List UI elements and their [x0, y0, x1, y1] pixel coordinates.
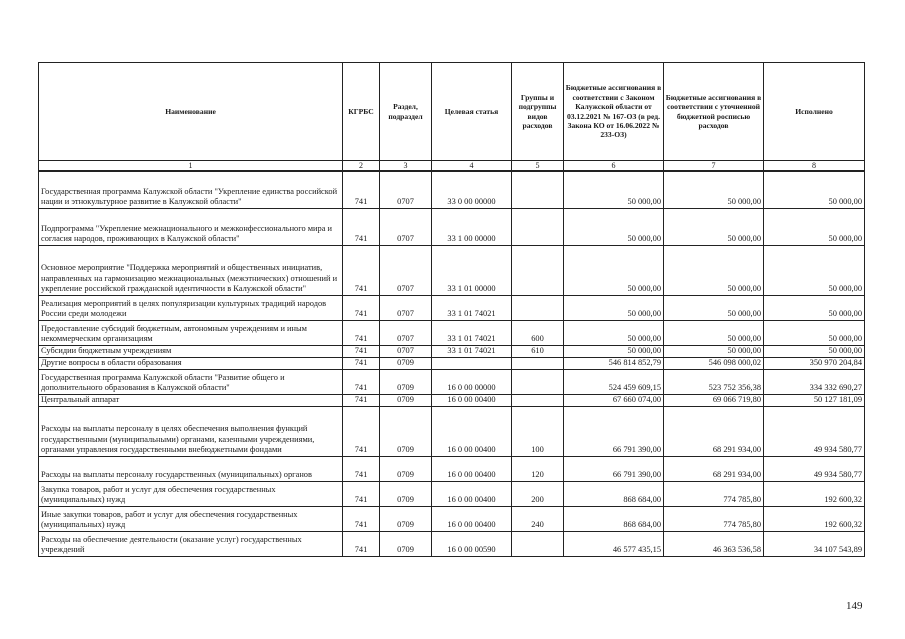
row-target-article: 16 0 00 00400 — [432, 481, 512, 506]
row-razdel: 0709 — [380, 394, 432, 406]
row-expense-group — [512, 295, 564, 320]
row-target-article: 33 1 01 74021 — [432, 320, 512, 345]
row-assignments-plan: 46 363 536,58 — [664, 531, 764, 556]
row-kgrbs: 741 — [343, 345, 380, 357]
row-kgrbs: 741 — [343, 245, 380, 295]
row-assignments-plan: 774 785,80 — [664, 506, 764, 531]
row-razdel: 0707 — [380, 208, 432, 245]
header-assignments-law: Бюджетные ассигнования в соответствии с Законом Калужской области от 03.12.2021 № 167-ОЗ (в ред. Закона КО от 16.06.2022 № 233-ОЗ) — [564, 63, 664, 161]
row-assignments-law: 50 000,00 — [564, 295, 664, 320]
row-executed: 50 000,00 — [764, 208, 865, 245]
row-assignments-law: 50 000,00 — [564, 345, 664, 357]
row-assignments-law: 868 684,00 — [564, 481, 664, 506]
row-kgrbs: 741 — [343, 357, 380, 369]
row-assignments-law: 868 684,00 — [564, 506, 664, 531]
row-name: Расходы на выплаты персоналу государственных (муниципальных) органов — [39, 456, 343, 481]
page-number: 149 — [846, 600, 863, 612]
row-assignments-law: 50 000,00 — [564, 171, 664, 208]
column-number: 4 — [432, 161, 512, 172]
row-razdel: 0707 — [380, 320, 432, 345]
header-razdel: Раздел, подраздел — [380, 63, 432, 161]
row-assignments-plan: 50 000,00 — [664, 345, 764, 357]
row-assignments-plan: 68 291 934,00 — [664, 456, 764, 481]
table-row — [39, 531, 865, 556]
row-name: Государственная программа Калужской области "Развитие общего и дополнительного образования в Калужской области" — [39, 369, 343, 394]
row-expense-group: 200 — [512, 481, 564, 506]
column-number: 3 — [380, 161, 432, 172]
row-kgrbs: 741 — [343, 369, 380, 394]
table-body — [39, 171, 865, 556]
budget-table-container — [38, 62, 864, 557]
row-executed: 334 332 690,27 — [764, 369, 865, 394]
row-executed: 34 107 543,89 — [764, 531, 865, 556]
row-name: Расходы на выплаты персоналу в целях обеспечения выполнения функций государственными (муниципальными) органами, казенными учреждениями, органами управления государственными внебюджетными фондами — [39, 406, 343, 456]
column-number: 2 — [343, 161, 380, 172]
table-row — [39, 369, 865, 394]
row-executed: 49 934 580,77 — [764, 456, 865, 481]
row-target-article — [432, 357, 512, 369]
row-kgrbs: 741 — [343, 406, 380, 456]
row-razdel: 0709 — [380, 531, 432, 556]
row-name: Иные закупки товаров, работ и услуг для обеспечения государственных (муниципальных) нужд — [39, 506, 343, 531]
table-row — [39, 506, 865, 531]
row-expense-group — [512, 394, 564, 406]
header-executed: Исполнено — [764, 63, 865, 161]
table-row — [39, 345, 865, 357]
row-expense-group — [512, 357, 564, 369]
header-assignments-plan: Бюджетные ассигнования в соответствии с уточненной бюджетной росписью расходов — [664, 63, 764, 161]
row-assignments-law: 66 791 390,00 — [564, 406, 664, 456]
table-row — [39, 245, 865, 295]
row-name: Предоставление субсидий бюджетным, автономным учреждениям и иным некоммерческим организациям — [39, 320, 343, 345]
column-number: 8 — [764, 161, 865, 172]
budget-execution-table — [38, 62, 865, 557]
row-razdel: 0707 — [380, 245, 432, 295]
row-name: Закупка товаров, работ и услуг для обеспечения государственных (муниципальных) нужд — [39, 481, 343, 506]
row-assignments-law: 66 791 390,00 — [564, 456, 664, 481]
table-row — [39, 357, 865, 369]
row-name: Основное мероприятие "Поддержка мероприятий и общественных инициатив, направленных на гармонизацию межнациональных (межэтнических) отношений и укрепление российской гражданской идентичности в Калужской области" — [39, 245, 343, 295]
row-expense-group: 600 — [512, 320, 564, 345]
row-name: Субсидии бюджетным учреждениям — [39, 345, 343, 357]
row-target-article: 16 0 00 00590 — [432, 531, 512, 556]
row-expense-group: 610 — [512, 345, 564, 357]
table-row — [39, 320, 865, 345]
row-razdel: 0707 — [380, 171, 432, 208]
row-razdel: 0709 — [380, 506, 432, 531]
row-kgrbs: 741 — [343, 320, 380, 345]
row-assignments-law: 50 000,00 — [564, 320, 664, 345]
header-name: Наименование — [39, 63, 343, 161]
row-expense-group: 240 — [512, 506, 564, 531]
row-kgrbs: 741 — [343, 295, 380, 320]
row-assignments-plan: 774 785,80 — [664, 481, 764, 506]
row-razdel: 0707 — [380, 345, 432, 357]
row-expense-group: 120 — [512, 456, 564, 481]
row-executed: 50 000,00 — [764, 320, 865, 345]
row-razdel: 0709 — [380, 456, 432, 481]
row-assignments-law: 67 660 074,00 — [564, 394, 664, 406]
table-row — [39, 171, 865, 208]
header-target-article: Целевая статья — [432, 63, 512, 161]
row-assignments-plan: 50 000,00 — [664, 171, 764, 208]
table-row — [39, 208, 865, 245]
row-executed: 50 000,00 — [764, 345, 865, 357]
table-row — [39, 456, 865, 481]
row-assignments-plan: 50 000,00 — [664, 208, 764, 245]
row-kgrbs: 741 — [343, 481, 380, 506]
row-name: Подпрограмма "Укрепление межнационального и межконфессионального мира и согласия народов, проживающих в Калужской области" — [39, 208, 343, 245]
row-assignments-plan: 68 291 934,00 — [664, 406, 764, 456]
row-name: Центральный аппарат — [39, 394, 343, 406]
row-target-article: 16 0 00 00000 — [432, 369, 512, 394]
row-target-article: 33 1 01 74021 — [432, 345, 512, 357]
row-assignments-plan: 546 098 000,02 — [664, 357, 764, 369]
row-executed: 50 000,00 — [764, 171, 865, 208]
row-executed: 49 934 580,77 — [764, 406, 865, 456]
row-target-article: 33 1 01 00000 — [432, 245, 512, 295]
row-executed: 350 970 204,84 — [764, 357, 865, 369]
row-name: Расходы на обеспечение деятельности (оказание услуг) государственных учреждений — [39, 531, 343, 556]
row-target-article: 16 0 00 00400 — [432, 456, 512, 481]
row-expense-group — [512, 208, 564, 245]
row-target-article: 33 1 01 74021 — [432, 295, 512, 320]
row-assignments-plan: 523 752 356,38 — [664, 369, 764, 394]
row-executed: 50 000,00 — [764, 245, 865, 295]
table-row — [39, 406, 865, 456]
row-razdel: 0709 — [380, 481, 432, 506]
row-target-article: 33 0 00 00000 — [432, 171, 512, 208]
row-executed: 192 600,32 — [764, 506, 865, 531]
table-row — [39, 394, 865, 406]
column-number: 1 — [39, 161, 343, 172]
row-expense-group — [512, 245, 564, 295]
row-executed: 50 000,00 — [764, 295, 865, 320]
header-expense-groups: Группы и подгруппы видов расходов — [512, 63, 564, 161]
row-expense-group — [512, 369, 564, 394]
row-executed: 50 127 181,09 — [764, 394, 865, 406]
row-expense-group — [512, 531, 564, 556]
row-kgrbs: 741 — [343, 171, 380, 208]
row-assignments-law: 46 577 435,15 — [564, 531, 664, 556]
row-name: Реализация мероприятий в целях популяризации культурных традиций народов России среди молодежи — [39, 295, 343, 320]
row-target-article: 16 0 00 00400 — [432, 394, 512, 406]
row-assignments-plan: 69 066 719,80 — [664, 394, 764, 406]
table-row — [39, 295, 865, 320]
row-razdel: 0709 — [380, 406, 432, 456]
row-assignments-plan: 50 000,00 — [664, 295, 764, 320]
row-razdel: 0709 — [380, 357, 432, 369]
header-kgrbs: КГРБС — [343, 63, 380, 161]
row-assignments-plan: 50 000,00 — [664, 320, 764, 345]
column-number: 7 — [664, 161, 764, 172]
row-executed: 192 600,32 — [764, 481, 865, 506]
column-number: 5 — [512, 161, 564, 172]
row-razdel: 0707 — [380, 295, 432, 320]
column-number: 6 — [564, 161, 664, 172]
row-target-article: 16 0 00 00400 — [432, 506, 512, 531]
row-assignments-law: 524 459 609,15 — [564, 369, 664, 394]
row-assignments-law: 50 000,00 — [564, 245, 664, 295]
row-expense-group: 100 — [512, 406, 564, 456]
table-row — [39, 481, 865, 506]
row-kgrbs: 741 — [343, 506, 380, 531]
row-target-article: 16 0 00 00400 — [432, 406, 512, 456]
row-name: Государственная программа Калужской области "Укрепление единства российской нации и этнокультурное развитие в Калужской области" — [39, 171, 343, 208]
row-kgrbs: 741 — [343, 208, 380, 245]
row-expense-group — [512, 171, 564, 208]
row-target-article: 33 1 00 00000 — [432, 208, 512, 245]
row-kgrbs: 741 — [343, 456, 380, 481]
row-assignments-law: 50 000,00 — [564, 208, 664, 245]
row-kgrbs: 741 — [343, 531, 380, 556]
row-kgrbs: 741 — [343, 394, 380, 406]
row-assignments-law: 546 814 852,79 — [564, 357, 664, 369]
row-assignments-plan: 50 000,00 — [664, 245, 764, 295]
row-razdel: 0709 — [380, 369, 432, 394]
row-name: Другие вопросы в области образования — [39, 357, 343, 369]
